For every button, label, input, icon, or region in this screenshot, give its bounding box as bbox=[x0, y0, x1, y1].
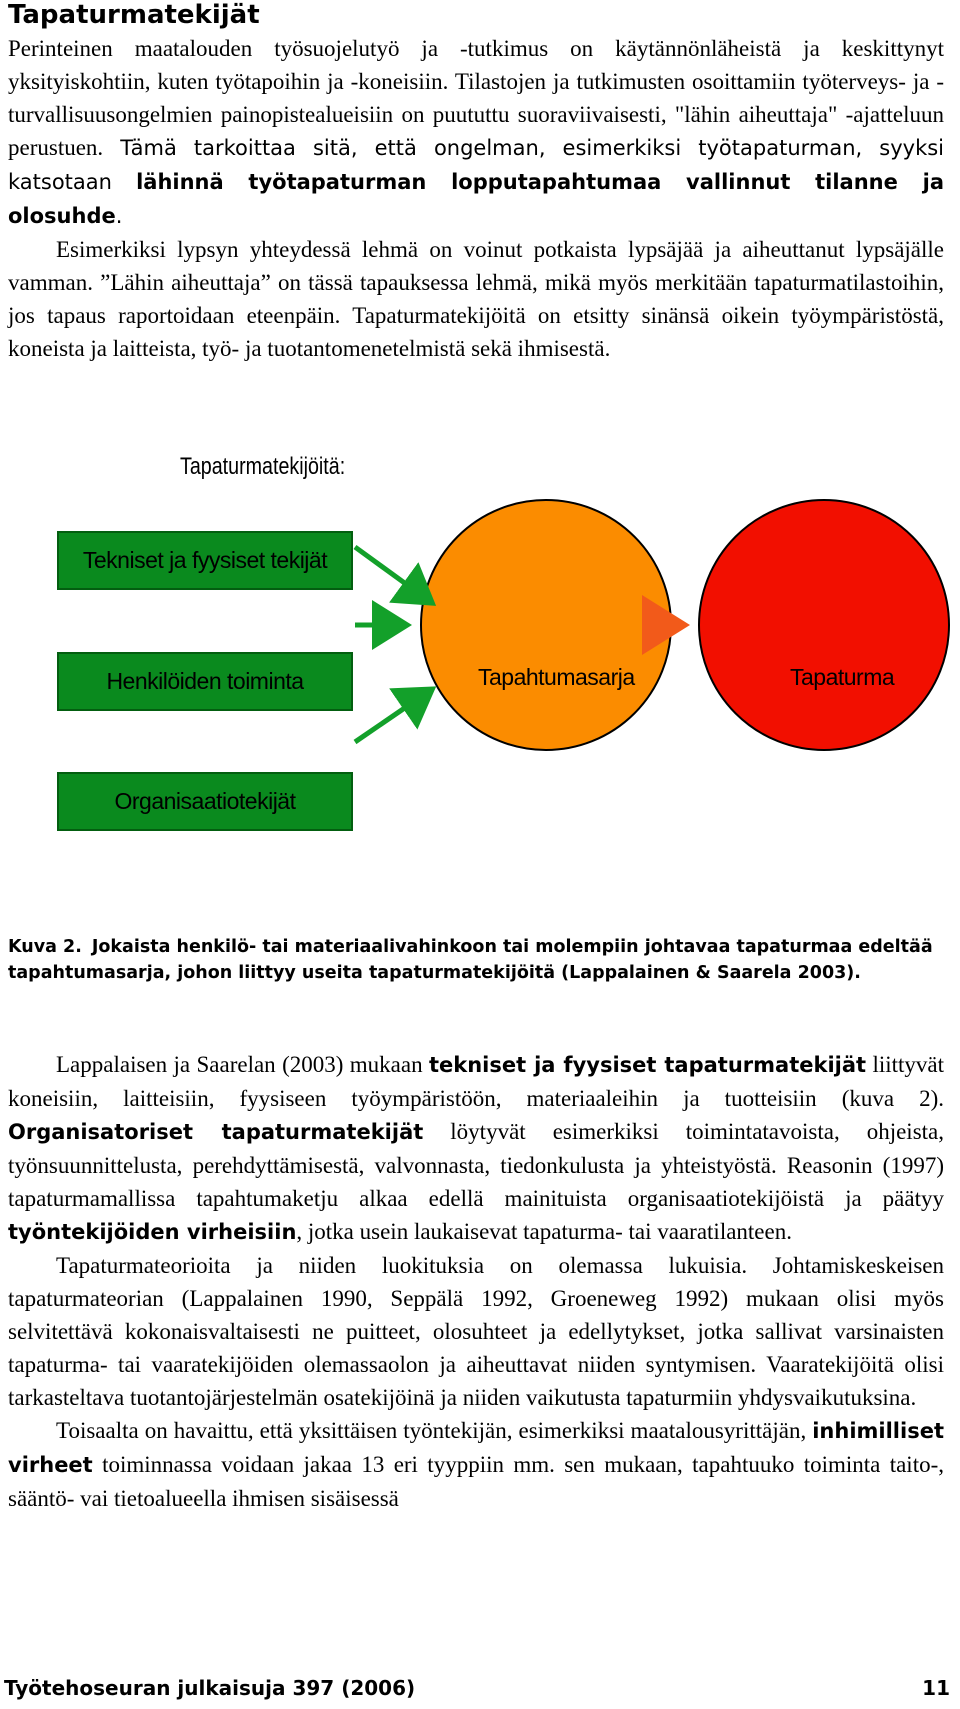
intro-paragraphs bbox=[8, 32, 944, 365]
accident-circle bbox=[699, 500, 949, 750]
paragraph-1-text-b: Tämä tarkoittaa sitä, että ongelman, esimerkiksi työtapaturman, syyksi katsotaan bbox=[8, 136, 944, 194]
figure-caption bbox=[8, 934, 938, 986]
paragraph-5-text-a: Toisaalta on havaittu, että yksittäisen työntekijän, esimerkiksi maatalousyrittäjän, bbox=[56, 1418, 813, 1443]
paragraph-1 bbox=[8, 32, 944, 233]
footer-publication: Työtehoseuran julkaisuja 397 (2006) bbox=[4, 1676, 416, 1700]
factor-box-organisation bbox=[57, 772, 353, 831]
paragraph-3-bold-2: Organisatoriset tapaturmatekijät bbox=[8, 1120, 424, 1144]
paragraph-2: Esimerkiksi lypsyn yhteydessä lehmä on voinut potkaista lypsäjää ja aiheuttanut lypsäjälle vamman. ”Lähin aiheuttaja” on tässä tapauksessa lehmä, mikä myös merkitään tapaturmatilastoihin, jos tapaus raportoidaan eteenpäin. Tapaturmatekijöitä on etsitty sinänsä oikein työympäristöstä, koneista ja laitteista, työ- ja tuotantomenetelmistä sekä ihmisestä. bbox=[8, 237, 944, 361]
paragraph-3-text-e: , jotka usein laukaisevat tapaturma- tai vaaratilanteen. bbox=[296, 1219, 792, 1244]
event-sequence-label: Tapahtumasarja bbox=[478, 664, 635, 690]
event-sequence-circle bbox=[421, 500, 671, 750]
paragraph-4: Tapaturmateorioita ja niiden luokituksia on olemassa lukuisia. Johtamiskeskeisen tapaturmateorian (Lappalainen 1990, Seppälä 1992, Groeneweg 1992) mukaan olisi myös selvitettävä kokonaisvaltaisesti ne puitteet, olosuhteet ja edellytykset, jotka sallivat varsinaisten tapaturma- tai vaaratekijöiden olemassaolon ja aiheuttavat niiden syntymisen. Vaaratekijöitä olisi tarkasteltava tuotantojärjestelmän osatekijöinä ja niiden vaikutusta tapaturmiin yhdysvaikutuksina. bbox=[8, 1253, 944, 1410]
arrow-technical-to-sequence bbox=[355, 547, 428, 600]
paragraph-3-text-c: liittyvät koneisiin, laitteisiin, fyysiseen työympäristöön, materiaaleihin ja tuotteisiin (kuva 2). bbox=[8, 1052, 944, 1111]
paragraph-5-bold: inhimilliset virheet bbox=[8, 1419, 944, 1477]
factor-box-personnel-label: Henkilöiden toiminta bbox=[106, 668, 304, 694]
paragraph-3 bbox=[8, 1048, 944, 1249]
paragraph-1-text-a: Perinteinen maatalouden työsuojelutyö ja -tutkimus on käytännönläheistä ja keskittynyt yksityiskohtiin, kuten työtapoihin ja -koneisiin. Tilastojen ja tutkimusten osoittamiin työterveys- ja -turvallisuusongelmien painopistealueisiin on puututtu suoraviivaisesti, "lähin aiheuttaja" -ajatteluun perustuen. bbox=[8, 36, 944, 160]
figure-caption-text: Jokaista henkilö- tai materiaalivahinkoon tai molempiin johtavaa tapaturmaa edeltää tapahtumasarja, johon liittyy useita tapaturmatekijöitä (Lappalainen & Saarela 2003). bbox=[8, 937, 933, 983]
section-heading: Tapaturmatekijät bbox=[8, 0, 260, 30]
paragraph-5 bbox=[8, 1414, 944, 1515]
figure-title: Tapaturmatekijöitä: bbox=[180, 453, 346, 480]
factor-box-technical-label: Tekniset ja fyysiset tekijät bbox=[82, 547, 328, 573]
paragraph-1-text-c: . bbox=[115, 204, 123, 228]
factor-box-personnel bbox=[57, 652, 353, 711]
footer-page-number: 11 bbox=[922, 1676, 950, 1700]
factor-box-technical bbox=[57, 531, 353, 590]
paragraph-3-text-d: löytyvät esimerkiksi toimintatavoista, ohjeista, työnsuunnittelusta, perehdyttämisestä, valvonnasta, tiedonkulusta ja yhteistyöstä. Reasonin (1997) tapaturmamallissa tapahtumaketju alkaa edellä mainituista organisaatiotekijöistä ja päätyy bbox=[8, 1119, 944, 1211]
paragraph-3-bold-3: työntekijöiden virheisiin bbox=[8, 1220, 297, 1244]
arrow-organisation-to-sequence bbox=[355, 692, 428, 742]
paragraph-3-bold-1: tekniset ja fyysiset tapaturmatekijät bbox=[428, 1053, 867, 1077]
body-paragraphs bbox=[8, 1048, 944, 1515]
accident-label: Tapaturma bbox=[790, 664, 895, 690]
figure-caption-number: Kuva 2. bbox=[8, 937, 82, 957]
paragraph-1-bold: lähinnä työtapaturman lopputapahtumaa vallinnut tilanne ja olosuhde bbox=[8, 170, 944, 228]
paragraph-3-text-a: Lappalaisen ja Saarelan (2003) mukaan bbox=[56, 1052, 429, 1077]
factor-box-organisation-label: Organisaatiotekijät bbox=[114, 788, 296, 814]
paragraph-5-text-b: toiminnassa voidaan jakaa 13 eri tyyppiin mm. sen mukaan, tapahtuuko toiminta taito-, sääntö- vai tietoalueella ihmisen sisäisessä bbox=[8, 1452, 944, 1511]
